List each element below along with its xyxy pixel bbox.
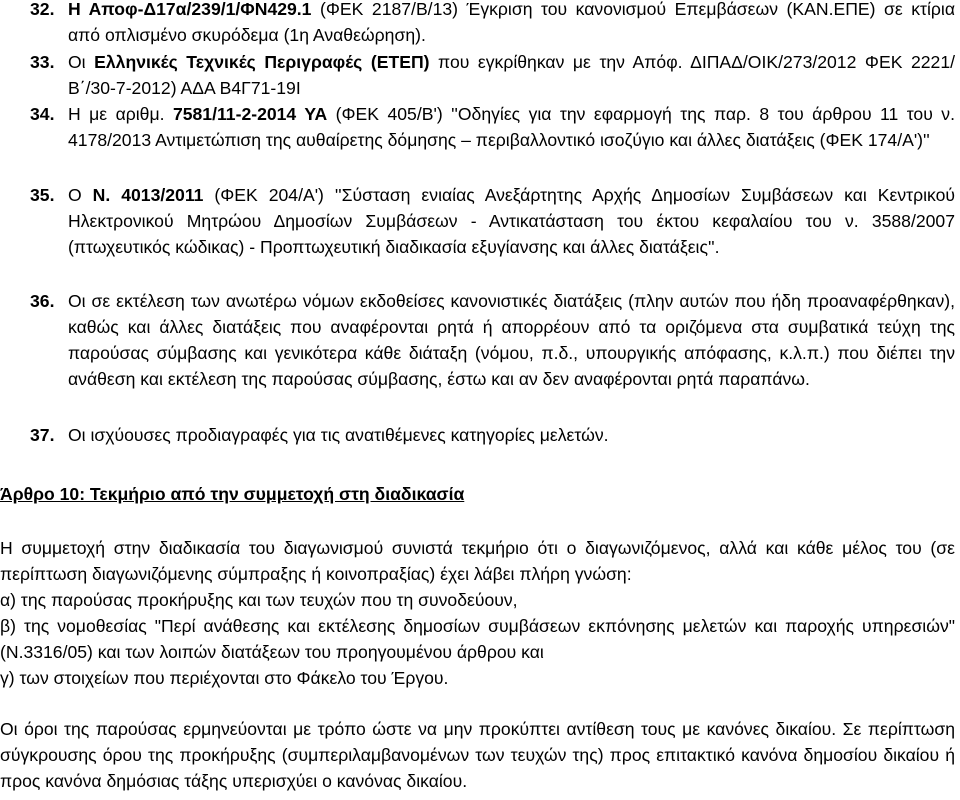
paragraph-intro: Η συμμετοχή στην διαδικασία του διαγωνισμού συνιστά τεκμήριο ότι ο διαγωνιζόμενος, αλλά και κάθε μέλος του (σε περίπτωση διαγωνιζόμενης σύμπραξης ή κοινοπραξίας) έχει λάβει πλήρη γνώση: — [0, 538, 955, 584]
item-lead: Ελληνικές Τεχνικές Περιγραφές (ΕΤΕΠ) — [94, 52, 430, 72]
item-text: Οι σε εκτέλεση των ανωτέρω νόμων εκδοθείσες κανονιστικές διατάξεις (πλην αυτών που ήδη προαναφέρθηκαν), καθώς και άλλες διατάξεις που αναφέρονται ρητά ή απορρέουν από τα οριζόμενα στα συμβατικά τεύχη της παρούσας σύμβασης και γενικότερα κάθε διάταξη (νόμου, π.δ., υπουργικής απόφασης, κ.λ.π.) που διέπει την ανάθεση και εκτέλεση της παρούσας σύμβασης, έστω και αν δεν αναφέρονται ρητά παραπάνω. — [68, 291, 955, 389]
item-rest: (ΦΕΚ 2187/Β/13) Έγκριση του κανονισμού Επεμβάσεων (ΚΑΝ.ΕΠΕ) σε κτίρια από οπλισμένο σκυρόδεμα (1η Αναθεώρηση). — [68, 0, 955, 45]
item-pre: Η με αριθμ. — [68, 104, 173, 124]
item-text — [68, 0, 955, 48]
item-number: 36. — [30, 291, 55, 311]
item-number: 35. — [30, 185, 55, 205]
item-rest: (ΦΕΚ 204/Α') ''Σύσταση ενιαίας Ανεξάρτητης Αρχής Δημοσίων Συμβάσεων και Κεντρικού Ηλεκτρονικού Μητρώου Δημοσίων Συμβάσεων - Αντικατάσταση του έκτου κεφαλαίου του ν. 3588/2007 (πτωχευτικός κώδικας) - Προπτωχευτική διαδικασία εξυγίανσης και άλλες διατάξεις''. — [68, 185, 955, 257]
item-lead: Η Αποφ-Δ17α/239/1/ΦΝ429.1 — [68, 0, 312, 19]
interpretation-paragraph: Οι όροι της παρούσας ερμηνεύονται με τρόπο ώστε να μην προκύπτει αντίθεση τους με κανόνες δικαίου. Σε περίπτωση σύγκρουσης όρου της προκήρυξης (συμπεριλαμβανομένων των τευχών της) προς επιτακτικό κανόνα δημοσίου δικαίου ή προς κανόνα δημόσιας τάξης υπερισχύει ο κανόνας δικαίου. — [0, 719, 955, 791]
item-pre: Οι — [68, 52, 95, 72]
item-rest: που εγκρίθηκαν με την Απόφ. ΔΙΠΑΔ/ΟΙΚ/273/2012 ΦΕΚ 2221/Β΄/30-7-2012) ΑΔΑ Β4Γ71-19Ι — [68, 52, 955, 98]
item-text: Οι ισχύουσες προδιαγραφές για τις ανατιθέμενες κατηγορίες μελετών. — [68, 425, 609, 445]
article-heading: Άρθρο 10: Τεκμήριο από την συμμετοχή στη διαδικασία — [0, 484, 465, 504]
item-text — [68, 182, 955, 260]
item-pre: Ο — [68, 185, 93, 205]
list-item-37 — [30, 422, 955, 448]
participation-paragraph — [0, 535, 955, 691]
item-lead: Ν. 4013/2011 — [92, 185, 204, 205]
item-lead: 7581/11-2-2014 ΥΑ — [172, 104, 328, 124]
item-number: 32. — [30, 0, 55, 19]
clause-a: α) της παρούσας προκήρυξης και των τευχών που τη συνοδεύουν, — [0, 590, 518, 610]
item-number: 37. — [30, 425, 55, 445]
list-item-35 — [30, 182, 955, 260]
list-item-32 — [30, 0, 955, 48]
clause-b: β) της νομοθεσίας "Περί ανάθεσης και εκτέλεσης δημοσίων συμβάσεων εκπόνησης μελετών και παροχής υπηρεσιών" (Ν.3316/05) και των λοιπών διατάξεων του προηγουμένου άρθρου και — [0, 616, 955, 662]
list-item-36 — [30, 288, 955, 392]
item-text — [68, 49, 955, 101]
list-item-33 — [30, 49, 955, 101]
clause-c: γ) των στοιχείων που περιέχονται στο Φάκελο του Έργου. — [0, 668, 449, 688]
list-item-34 — [30, 101, 955, 153]
item-text — [68, 101, 955, 153]
item-number: 34. — [30, 104, 55, 124]
item-rest: (ΦΕΚ 405/Β') ''Οδηγίες για την εφαρμογή της παρ. 8 του άρθρου 11 του ν. 4178/2013 Αντιμετώπιση της αυθαίρετης δόμησης – περιβαλλοντικό ισοζύγιο και άλλες διατάξεις (ΦΕΚ 174/Α')'' — [68, 104, 955, 150]
item-number: 33. — [30, 52, 55, 72]
